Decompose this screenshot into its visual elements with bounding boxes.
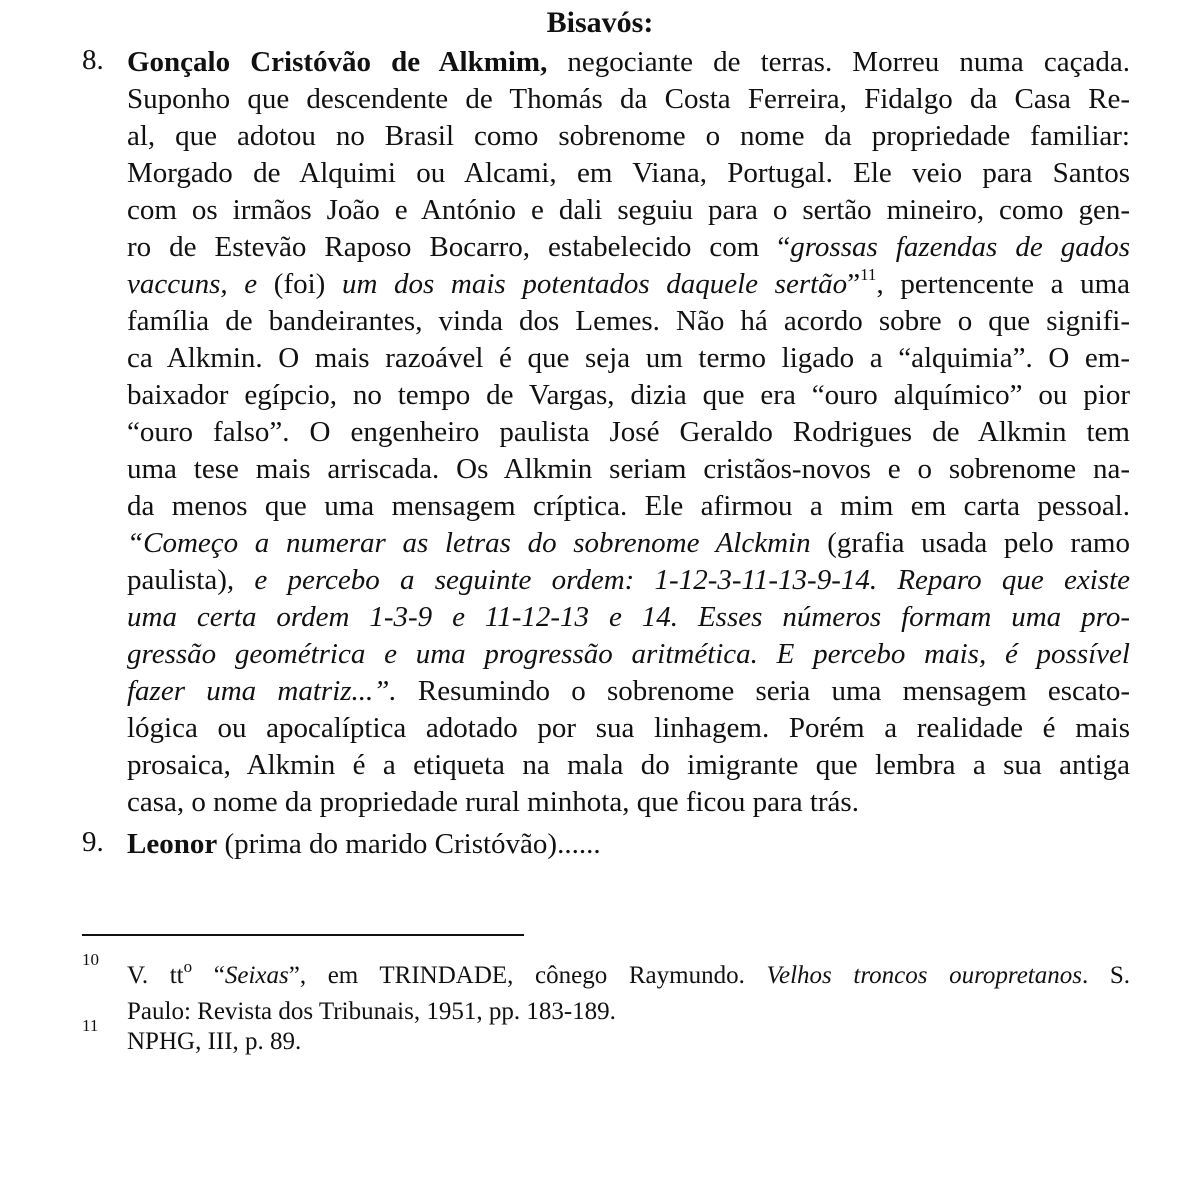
footnote-number: 11 <box>82 1016 99 1035</box>
italic-quote: um dos mais potentados daquele sertão <box>341 268 848 300</box>
text-line: “Começo a numerar as letras do sobrenome Alckmin (grafia usada pelo ramo <box>127 527 1130 559</box>
entry-text <box>127 826 1130 863</box>
text-line: Leonor (prima do marido Cristóvão)...... <box>127 828 601 860</box>
text-line: uma tese mais arriscada. Os Alkmin seriam cristãos-novos e o sobrenome na- <box>127 453 1130 485</box>
text-line: ca Alkmin. O mais razoável é que seja um termo ligado a “alquimia”. O em- <box>127 342 1130 374</box>
text-line: da menos que uma mensagem críptica. Ele afirmou a mim em carta pessoal. <box>127 490 1130 522</box>
text-line: baixador egípcio, no tempo de Vargas, dizia que era “ouro alquímico” ou pior <box>127 379 1130 411</box>
footnote-text <box>127 958 1130 1030</box>
person-name: Gonçalo Cristóvão de Alkmim, <box>127 46 548 78</box>
footnote-separator <box>82 934 524 936</box>
text-line: prosaica, Alkmin é a etiqueta na mala do imigrante que lembra a sua antiga <box>127 749 1130 781</box>
person-name: Leonor <box>127 828 218 860</box>
text-line <box>127 636 1130 673</box>
footnote-text <box>127 1024 1130 1060</box>
entry-number: 9. <box>82 826 104 858</box>
text-line: fazer uma matriz...”. Resumindo o sobrenome seria uma mensagem escato- <box>127 675 1130 707</box>
text-line: Paulo: Revista dos Tribunais, 1951, pp. 183-189. <box>127 998 616 1025</box>
text-line: família de bandeirantes, vinda dos Lemes. Não há acordo sobre o que signifi- <box>127 305 1130 337</box>
text-line: com os irmãos João e António e dali seguiu para o sertão mineiro, como gen- <box>127 194 1130 226</box>
text-line: “ouro falso”. O engenheiro paulista José Geraldo Rodrigues de Alkmin tem <box>127 416 1130 448</box>
text-line: lógica ou apocalíptica adotado por sua linhagem. Porém a realidade é mais <box>127 712 1130 744</box>
section-heading: Bisavós: <box>546 6 654 39</box>
text-line: Gonçalo Cristóvão de Alkmim, negociante de terras. Morreu numa caçada. <box>127 46 1130 78</box>
italic-quote: uma certa ordem 1-3-9 e 11-12-13 e 14. Esses números formam uma pro- <box>127 601 1130 633</box>
text-line: al, que adotou no Brasil como sobrenome o nome da propriedade familiar: <box>127 120 1130 152</box>
entry-number: 8. <box>82 44 104 76</box>
italic-quote: , e percebo a seguinte ordem: 1-12-3-11-13-9-14. Reparo que existe <box>226 564 1130 596</box>
italic-quote: grossas fazendas de gados <box>790 231 1130 263</box>
text-line: V. $tt^o$ “Seixas”, em TRINDADE, cônego Raymundo. Velhos troncos ouropretanos. S. <box>127 956 1131 989</box>
text-line: paulista), e percebo a seguinte ordem: 1-12-3-11-13-9-14. Reparo que existe <box>127 564 1130 596</box>
text-line: vaccuns, e (foi) um dos mais potentados daquele sertão”$^{11}$, pertencente a uma <box>127 265 1131 300</box>
footnote-number: 10 <box>82 950 99 969</box>
entry-text <box>127 44 1130 821</box>
italic-quote: “Começo a numerar as letras do sobrenome Alckmin <box>127 527 811 559</box>
text-line: NPHG, III, p. 89. <box>127 1028 302 1055</box>
text-line: Suponho que descendente de Thomás da Costa Ferreira, Fidalgo da Casa Re- <box>127 83 1130 115</box>
italic-quote: fazer uma matriz...”. <box>127 675 397 707</box>
text-line: casa, o nome da propriedade rural minhota, que ficou para trás. <box>127 786 859 818</box>
text-line: Morgado de Alquimi ou Alcami, em Viana, Portugal. Ele veio para Santos <box>127 157 1130 189</box>
footnote-reference: 11 <box>860 265 877 285</box>
italic-quote: vaccuns, e <box>127 268 258 300</box>
italic-quote: gressão geométrica e uma progressão aritmética. E percebo mais, é possível <box>127 638 1130 670</box>
text-line: ro de Estevão Raposo Bocarro, estabelecido com “grossas fazendas de gados <box>127 231 1130 263</box>
book-title: Velhos troncos ouropretanos <box>766 962 1082 989</box>
text-line <box>127 599 1130 636</box>
